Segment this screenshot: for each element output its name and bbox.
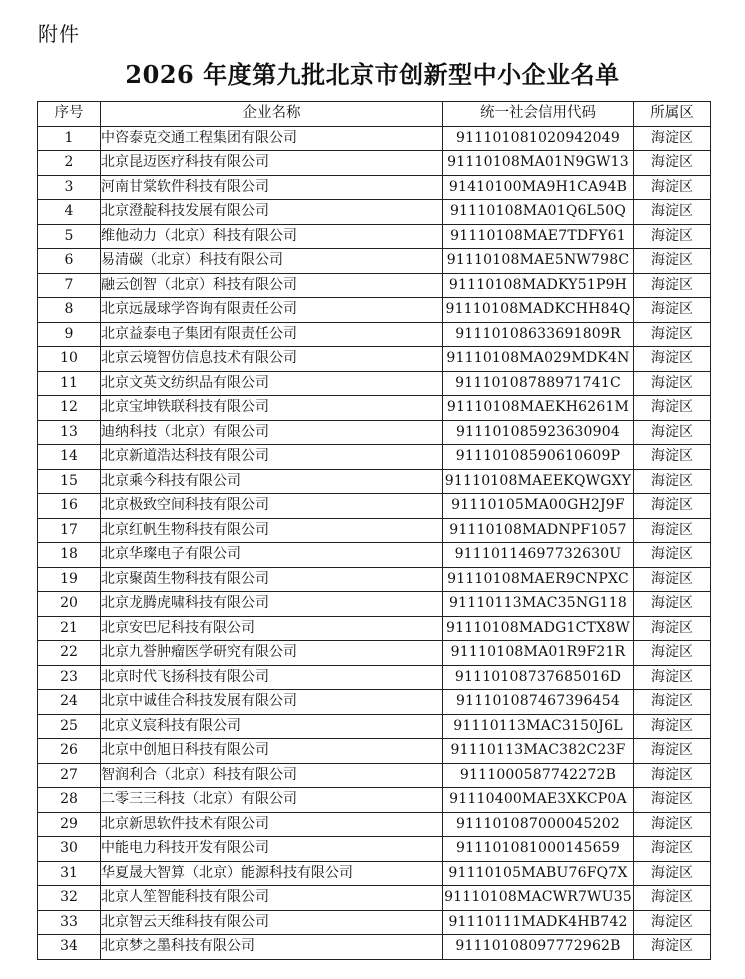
- company-name-cell: 北京智云天维科技有限公司: [101, 910, 443, 935]
- district-cell: 海淀区: [634, 347, 711, 372]
- row-number-cell: 5: [38, 224, 101, 249]
- row-number-cell: 27: [38, 763, 101, 788]
- district-cell: 海淀区: [634, 445, 711, 470]
- district-cell: 海淀区: [634, 935, 711, 960]
- district-cell: 海淀区: [634, 126, 711, 151]
- row-number-cell: 8: [38, 298, 101, 323]
- district-cell: 海淀区: [634, 175, 711, 200]
- table-row: [38, 371, 711, 396]
- column-header-name: 企业名称: [101, 102, 443, 127]
- row-number-cell: 15: [38, 469, 101, 494]
- district-cell: 海淀区: [634, 249, 711, 274]
- table-row: [38, 714, 711, 739]
- table-row: [38, 592, 711, 617]
- credit-code-cell: 911101087467396454: [443, 690, 634, 715]
- table-row: [38, 126, 711, 151]
- district-cell: 海淀区: [634, 886, 711, 911]
- district-cell: 海淀区: [634, 420, 711, 445]
- row-number-cell: 13: [38, 420, 101, 445]
- table-row: [38, 641, 711, 666]
- credit-code-cell: 91110108MA01R9F21R: [443, 641, 634, 666]
- table-row: [38, 347, 711, 372]
- district-cell: 海淀区: [634, 910, 711, 935]
- district-cell: 海淀区: [634, 837, 711, 862]
- column-header-no: 序号: [38, 102, 101, 127]
- credit-code-cell: 91110108MA01Q6L50Q: [443, 200, 634, 225]
- district-cell: 海淀区: [634, 763, 711, 788]
- credit-code-cell: 91110108633691809R: [443, 322, 634, 347]
- row-number-cell: 10: [38, 347, 101, 372]
- company-name-cell: 北京昆迈医疗科技有限公司: [101, 151, 443, 176]
- row-number-cell: 16: [38, 494, 101, 519]
- district-cell: 海淀区: [634, 665, 711, 690]
- credit-code-cell: 91110108MADNPF1057: [443, 518, 634, 543]
- row-number-cell: 25: [38, 714, 101, 739]
- table-row: [38, 322, 711, 347]
- credit-code-cell: 91110108MACWR7WU35: [443, 886, 634, 911]
- credit-code-cell: 91110113MAC382C23F: [443, 739, 634, 764]
- table-row: [38, 420, 711, 445]
- district-cell: 海淀区: [634, 224, 711, 249]
- district-cell: 海淀区: [634, 322, 711, 347]
- credit-code-cell: 91110108MAEEKQWGXY: [443, 469, 634, 494]
- row-number-cell: 31: [38, 861, 101, 886]
- district-cell: 海淀区: [634, 788, 711, 813]
- company-name-cell: 北京宝坤铁联科技有限公司: [101, 396, 443, 421]
- table-row: [38, 665, 711, 690]
- district-cell: 海淀区: [634, 861, 711, 886]
- credit-code-cell: 91110108MAER9CNPXC: [443, 567, 634, 592]
- company-name-cell: 华夏晟大智算（北京）能源科技有限公司: [101, 861, 443, 886]
- company-name-cell: 北京新思软件技术有限公司: [101, 812, 443, 837]
- credit-code-cell: 91110108MADKCHH84Q: [443, 298, 634, 323]
- company-name-cell: 北京义宸科技有限公司: [101, 714, 443, 739]
- credit-code-cell: 91110108MAE7TDFY61: [443, 224, 634, 249]
- company-name-cell: 智润利合（北京）科技有限公司: [101, 763, 443, 788]
- row-number-cell: 32: [38, 886, 101, 911]
- row-number-cell: 6: [38, 249, 101, 274]
- district-cell: 海淀区: [634, 518, 711, 543]
- credit-code-cell: 91110108737685016D: [443, 665, 634, 690]
- row-number-cell: 30: [38, 837, 101, 862]
- credit-code-cell: 91110108MAEKH6261M: [443, 396, 634, 421]
- credit-code-cell: 91110108097772962B: [443, 935, 634, 960]
- district-cell: 海淀区: [634, 371, 711, 396]
- company-name-cell: 维他动力（北京）科技有限公司: [101, 224, 443, 249]
- credit-code-cell: 91110400MAE3XKCP0A: [443, 788, 634, 813]
- table-row: [38, 298, 711, 323]
- district-cell: 海淀区: [634, 641, 711, 666]
- row-number-cell: 29: [38, 812, 101, 837]
- credit-code-cell: 9111000587742272B: [443, 763, 634, 788]
- credit-code-cell: 91110105MA00GH2J9F: [443, 494, 634, 519]
- row-number-cell: 9: [38, 322, 101, 347]
- table-row: [38, 175, 711, 200]
- district-cell: 海淀区: [634, 592, 711, 617]
- company-name-cell: 北京梦之墨科技有限公司: [101, 935, 443, 960]
- row-number-cell: 12: [38, 396, 101, 421]
- credit-code-cell: 91110113MAC3150J6L: [443, 714, 634, 739]
- credit-code-cell: 91110111MADK4HB742: [443, 910, 634, 935]
- row-number-cell: 21: [38, 616, 101, 641]
- district-cell: 海淀区: [634, 298, 711, 323]
- company-name-cell: 河南甘棠软件科技有限公司: [101, 175, 443, 200]
- row-number-cell: 18: [38, 543, 101, 568]
- table-row: [38, 273, 711, 298]
- table-row: [38, 396, 711, 421]
- row-number-cell: 19: [38, 567, 101, 592]
- credit-code-cell: 91110108MAE5NW798C: [443, 249, 634, 274]
- credit-code-cell: 91110114697732630U: [443, 543, 634, 568]
- credit-code-cell: 91110108788971741C: [443, 371, 634, 396]
- district-cell: 海淀区: [634, 812, 711, 837]
- company-name-cell: 北京红帆生物科技有限公司: [101, 518, 443, 543]
- district-cell: 海淀区: [634, 690, 711, 715]
- district-cell: 海淀区: [634, 469, 711, 494]
- company-name-cell: 北京文英文纺织品有限公司: [101, 371, 443, 396]
- row-number-cell: 7: [38, 273, 101, 298]
- district-cell: 海淀区: [634, 739, 711, 764]
- credit-code-cell: 911101085923630904: [443, 420, 634, 445]
- company-name-cell: 北京人笙智能科技有限公司: [101, 886, 443, 911]
- company-name-cell: 易清碳（北京）科技有限公司: [101, 249, 443, 274]
- table-row: [38, 739, 711, 764]
- district-cell: 海淀区: [634, 714, 711, 739]
- company-name-cell: 北京华璨电子有限公司: [101, 543, 443, 568]
- table-row: [38, 910, 711, 935]
- row-number-cell: 11: [38, 371, 101, 396]
- company-name-cell: 中能电力科技开发有限公司: [101, 837, 443, 862]
- row-number-cell: 3: [38, 175, 101, 200]
- table-row: [38, 812, 711, 837]
- company-name-cell: 北京聚茵生物科技有限公司: [101, 567, 443, 592]
- company-name-cell: 北京安巴尼科技有限公司: [101, 616, 443, 641]
- table-row: [38, 861, 711, 886]
- row-number-cell: 20: [38, 592, 101, 617]
- row-number-cell: 24: [38, 690, 101, 715]
- table-row: [38, 518, 711, 543]
- table-row: [38, 543, 711, 568]
- row-number-cell: 34: [38, 935, 101, 960]
- company-name-cell: 融云创智（北京）科技有限公司: [101, 273, 443, 298]
- row-number-cell: 28: [38, 788, 101, 813]
- company-name-cell: 北京极致空间科技有限公司: [101, 494, 443, 519]
- table-row: [38, 763, 711, 788]
- table-header-row: [38, 102, 711, 127]
- table-row: [38, 886, 711, 911]
- credit-code-cell: 911101081020942049: [443, 126, 634, 151]
- credit-code-cell: 91110105MABU76FQ7X: [443, 861, 634, 886]
- row-number-cell: 26: [38, 739, 101, 764]
- table-body: [38, 126, 711, 959]
- company-name-cell: 北京远晟球学咨询有限责任公司: [101, 298, 443, 323]
- table-row: [38, 616, 711, 641]
- company-name-cell: 北京九誉肿瘤医学研究有限公司: [101, 641, 443, 666]
- table-row: [38, 224, 711, 249]
- table-row: [38, 567, 711, 592]
- district-cell: 海淀区: [634, 273, 711, 298]
- company-name-cell: 北京益泰电子集团有限责任公司: [101, 322, 443, 347]
- table-row: [38, 469, 711, 494]
- row-number-cell: 33: [38, 910, 101, 935]
- credit-code-cell: 91110108MADKY51P9H: [443, 273, 634, 298]
- district-cell: 海淀区: [634, 494, 711, 519]
- credit-code-cell: 91110108MA01N9GW13: [443, 151, 634, 176]
- company-name-cell: 迪纳科技（北京）有限公司: [101, 420, 443, 445]
- company-name-cell: 北京龙腾虎啸科技有限公司: [101, 592, 443, 617]
- district-cell: 海淀区: [634, 543, 711, 568]
- row-number-cell: 1: [38, 126, 101, 151]
- row-number-cell: 22: [38, 641, 101, 666]
- row-number-cell: 4: [38, 200, 101, 225]
- district-cell: 海淀区: [634, 616, 711, 641]
- company-name-cell: 北京中创旭日科技有限公司: [101, 739, 443, 764]
- district-cell: 海淀区: [634, 396, 711, 421]
- row-number-cell: 23: [38, 665, 101, 690]
- attachment-label: 附件: [38, 22, 80, 46]
- company-name-cell: 二零三三科技（北京）有限公司: [101, 788, 443, 813]
- district-cell: 海淀区: [634, 151, 711, 176]
- company-name-cell: 北京中诚佳合科技发展有限公司: [101, 690, 443, 715]
- company-name-cell: 北京澄靛科技发展有限公司: [101, 200, 443, 225]
- table-row: [38, 200, 711, 225]
- credit-code-cell: 911101081000145659: [443, 837, 634, 862]
- table-row: [38, 837, 711, 862]
- row-number-cell: 14: [38, 445, 101, 470]
- credit-code-cell: 91110108590610609P: [443, 445, 634, 470]
- column-header-district: 所属区: [634, 102, 711, 127]
- row-number-cell: 17: [38, 518, 101, 543]
- credit-code-cell: 91410100MA9H1CA94B: [443, 175, 634, 200]
- district-cell: 海淀区: [634, 200, 711, 225]
- company-name-cell: 北京乘今科技有限公司: [101, 469, 443, 494]
- district-cell: 海淀区: [634, 567, 711, 592]
- table-row: [38, 249, 711, 274]
- company-name-cell: 中咨泰克交通工程集团有限公司: [101, 126, 443, 151]
- credit-code-cell: 911101087000045202: [443, 812, 634, 837]
- table-row: [38, 935, 711, 960]
- credit-code-cell: 91110108MA029MDK4N: [443, 347, 634, 372]
- table-row: [38, 445, 711, 470]
- table-row: [38, 788, 711, 813]
- row-number-cell: 2: [38, 151, 101, 176]
- table-row: [38, 690, 711, 715]
- table-row: [38, 494, 711, 519]
- company-name-cell: 北京时代飞扬科技有限公司: [101, 665, 443, 690]
- credit-code-cell: 91110113MAC35NG118: [443, 592, 634, 617]
- enterprise-table: [37, 101, 711, 960]
- column-header-code: 统一社会信用代码: [443, 102, 634, 127]
- credit-code-cell: 91110108MADG1CTX8W: [443, 616, 634, 641]
- company-name-cell: 北京云境智仿信息技术有限公司: [101, 347, 443, 372]
- company-name-cell: 北京新道浩达科技有限公司: [101, 445, 443, 470]
- document-title: 2026 年度第九批北京市创新型中小企业名单: [125, 60, 620, 89]
- table-row: [38, 151, 711, 176]
